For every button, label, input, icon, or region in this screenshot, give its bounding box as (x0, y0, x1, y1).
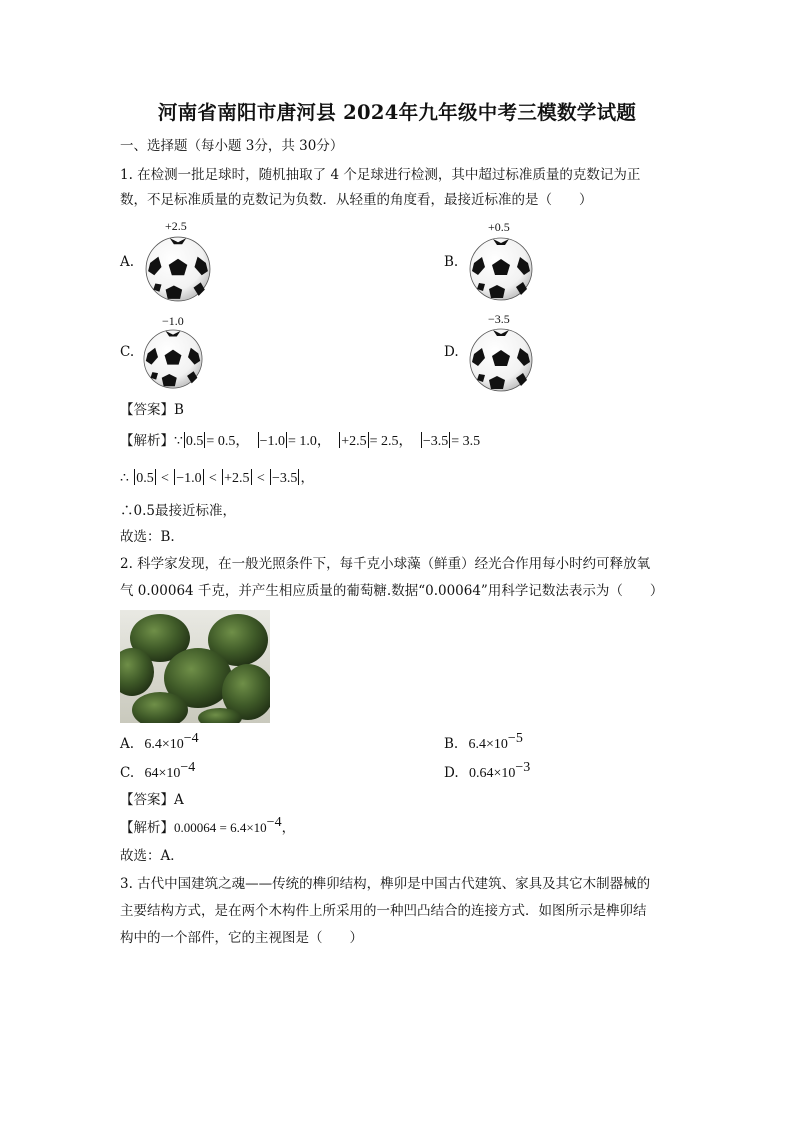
option-base: 6.4×10 (144, 737, 184, 752)
because-symbol: ∵ (174, 434, 183, 449)
option-letter: D. (444, 765, 459, 781)
q3-line1: 3. 古代中国建筑之魂——传统的榫卯结构，榫卯是中国古代建筑、家具及其它木制器械的 (120, 876, 651, 892)
q1-option-a-value: +2.5 (165, 219, 187, 233)
soccer-ball-icon (145, 236, 211, 302)
q2-option-d[interactable] (444, 760, 531, 784)
soccer-ball-icon (468, 328, 534, 392)
q2-analysis (120, 815, 296, 838)
abs-value: 0.5 (185, 434, 204, 449)
option-letter: C. (120, 765, 135, 781)
q1-option-b-letter[interactable]: B. (444, 254, 459, 270)
option-base: 64×10 (144, 766, 181, 781)
q1-option-b-value: +0.5 (488, 220, 510, 234)
less-than: < (256, 471, 265, 486)
soccer-ball-icon (143, 329, 203, 389)
analysis-expr: 0.00064 = 6.4×10 (174, 820, 267, 835)
therefore-symbol: ∴ (120, 471, 129, 486)
abs-result: = 1.0， (288, 434, 331, 449)
option-base: 0.64×10 (468, 766, 516, 781)
q3-line3: 构中的一个部件，它的主视图是（ ） (120, 930, 363, 946)
analysis-label: 【解析】 (120, 820, 174, 836)
option-letter: B. (444, 736, 459, 752)
abs-result: = 0.5， (206, 434, 250, 449)
abs-value: 0.5 (136, 471, 154, 486)
q2-stem-line1: 2. 科学家发现，在一般光照条件下，每千克小球藻（鲜重）经光合作用每小时约可释放氧 (120, 556, 651, 572)
q2-choose: 故选：A． (120, 848, 184, 864)
q1-choose: 故选：B. (120, 529, 175, 545)
abs-result: = 2.5， (369, 434, 413, 449)
q1-analysis-line1 (120, 431, 480, 452)
page-title: 河南省南阳市唐河县 2024年九年级中考三模数学试题 (157, 101, 637, 124)
analysis-exponent: −4 (266, 815, 282, 830)
q3-line2: 主要结构方式，是在两个木构件上所采用的一种凹凸结合的连接方式．如图所示是榫卯结 (120, 903, 647, 919)
soccer-ball-icon (469, 237, 533, 301)
q2-stem-line2: 气 0.00064 千克，并产生相应质量的葡萄糖.数据“0.00064”用科学记数法表示为（ ） (120, 583, 664, 599)
q2-answer: 【答案】A (120, 792, 184, 808)
abs-value: −1.0 (259, 434, 286, 449)
option-letter: A. (120, 736, 135, 752)
q1-option-c-letter[interactable]: C. (120, 344, 135, 360)
less-than: < (161, 471, 169, 486)
option-exponent: −5 (507, 731, 523, 746)
option-base: 6.4×10 (468, 737, 508, 752)
q1-option-d-value: −3.5 (488, 312, 510, 326)
q1-answer: 【答案】B (120, 402, 184, 418)
option-exponent: −3 (515, 760, 531, 775)
q2-option-c[interactable] (120, 760, 196, 784)
section-heading: 一、选择题（每小题 3分，共 30分） (120, 138, 344, 154)
comma: ， (281, 820, 296, 836)
abs-result: = 3.5 (451, 434, 481, 449)
abs-value: −1.0 (176, 471, 202, 486)
q1-analysis-line2 (120, 468, 314, 489)
analysis-label: 【解析】 (120, 433, 174, 449)
q1-option-d-letter[interactable]: D. (444, 344, 459, 360)
q1-stem-line2: 数，不足标准质量的克数记为负数．从轻重的角度看，最接近标准的是（ ） (120, 192, 593, 208)
abs-value: +2.5 (224, 471, 250, 486)
q1-stem-line1: 1. 在检测一批足球时，随机抽取了 4 个足球进行检测，其中超过标准质量的克数记为正 (120, 167, 641, 183)
less-than: < (208, 471, 217, 486)
q1-option-c-value: −1.0 (162, 314, 184, 328)
abs-value: −3.5 (272, 471, 298, 486)
q1-option-a-letter[interactable]: A. (120, 254, 135, 270)
algae-balls-image (120, 610, 270, 723)
option-exponent: −4 (183, 731, 199, 746)
abs-value: +2.5 (341, 434, 367, 449)
abs-value: −3.5 (422, 434, 449, 449)
q2-option-a[interactable] (120, 731, 199, 755)
option-exponent: −4 (180, 760, 196, 775)
comma: ， (300, 470, 314, 486)
q2-option-b[interactable] (444, 731, 523, 755)
q1-conclusion: ∴0.5最接近标准， (120, 503, 236, 519)
